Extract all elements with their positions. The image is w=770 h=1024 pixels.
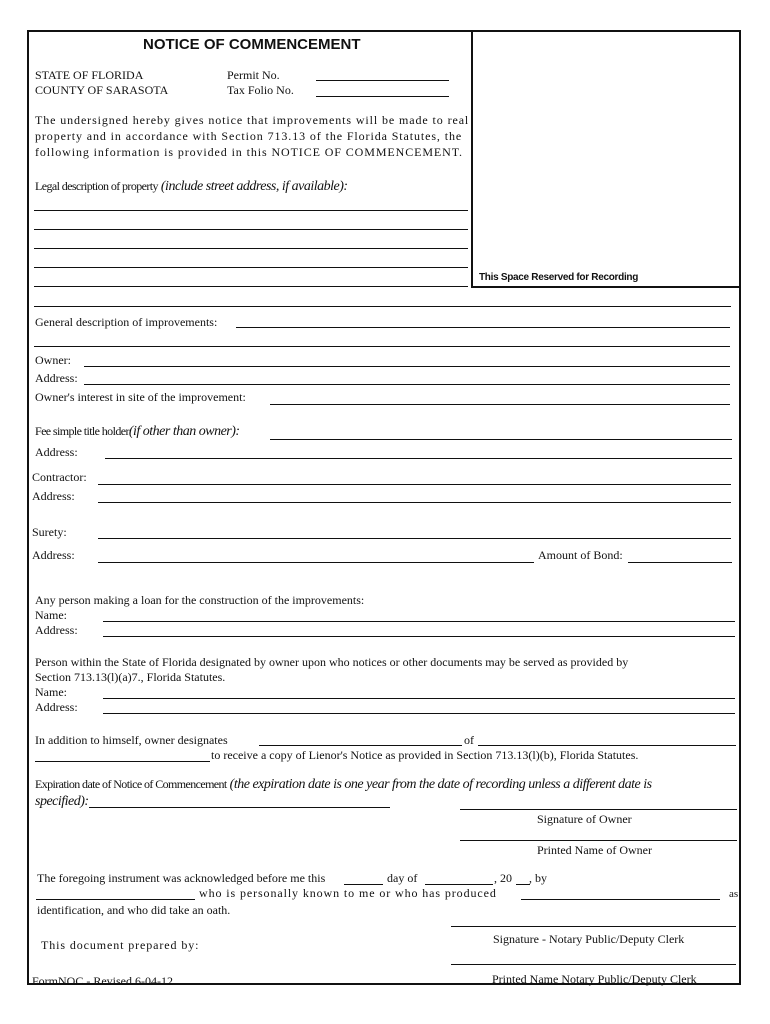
recording-box xyxy=(471,30,741,288)
improvements-field[interactable] xyxy=(236,327,730,328)
permit-label: Permit No. xyxy=(227,68,280,82)
lender-address-field[interactable] xyxy=(103,636,735,637)
copy-of-field[interactable] xyxy=(478,745,736,746)
copy-suffix: to receive a copy of Lienor's Notice as provided in Section 713.13(l)(b), Florida Statutes. xyxy=(211,748,639,762)
legal-line-1[interactable] xyxy=(34,210,468,211)
lender-address-label: Address: xyxy=(35,623,78,637)
legal-line-2[interactable] xyxy=(34,229,468,230)
ack-day-label: day of xyxy=(387,871,418,885)
surety-label: Surety: xyxy=(32,525,67,539)
ack-person-field[interactable] xyxy=(36,899,195,900)
designee-address-label: Address: xyxy=(35,700,78,714)
contractor-address-field[interactable] xyxy=(98,502,731,503)
lender-name-field[interactable] xyxy=(103,621,735,622)
recording-label: This Space Reserved for Recording xyxy=(479,272,639,283)
owner-interest-field[interactable] xyxy=(270,404,730,405)
designee-line-1: Person within the State of Florida designated by owner upon who notices or other documents may be served as provided by xyxy=(35,655,629,669)
fee-holder-address-label: Address: xyxy=(35,445,78,459)
notary-signature-field[interactable] xyxy=(451,926,736,927)
owner-interest-label: Owner's interest in site of the improvement: xyxy=(35,390,246,404)
copy-address-field[interactable] xyxy=(35,761,210,762)
bond-field[interactable] xyxy=(628,562,732,563)
legal-line-3[interactable] xyxy=(34,248,468,249)
ack-year-label: , 20 xyxy=(494,871,512,885)
folio-label: Tax Folio No. xyxy=(227,83,294,97)
owner-label: Owner: xyxy=(35,353,71,367)
surety-field[interactable] xyxy=(98,538,731,539)
notary-signature-label: Signature - Notary Public/Deputy Clerk xyxy=(493,932,685,946)
state-label: STATE OF FLORIDA xyxy=(35,68,144,82)
expiration-field[interactable] xyxy=(89,807,390,808)
legal-description-label xyxy=(35,179,348,195)
notary-printed-name-label: Printed Name Notary Public/Deputy Clerk xyxy=(492,972,697,986)
contractor-label: Contractor: xyxy=(32,470,87,484)
owner-printed-name-field[interactable] xyxy=(460,840,737,841)
lender-name-label: Name: xyxy=(35,608,67,622)
designee-line-2: Section 713.13(l)(a)7., Florida Statutes. xyxy=(35,670,226,684)
intro-line-2: property and in accordance with Section 713.13 of the Florida Statutes, the xyxy=(35,129,463,143)
legal-label-text: Legal description of property xyxy=(35,179,158,193)
surety-address-field[interactable] xyxy=(98,562,534,563)
ack-lead: The foregoing instrument was acknowledged before me this xyxy=(37,871,326,885)
surety-address-label: Address: xyxy=(32,548,75,562)
folio-field[interactable] xyxy=(316,96,449,97)
owner-signature-field[interactable] xyxy=(460,809,737,810)
fee-holder-hint: (if other than owner): xyxy=(128,424,240,439)
improvements-label: General description of improvements: xyxy=(35,315,218,329)
contractor-address-label: Address: xyxy=(32,489,75,503)
fee-holder-label xyxy=(35,424,240,440)
fee-holder-field[interactable] xyxy=(270,439,732,440)
county-label: COUNTY OF SARASOTA xyxy=(35,83,169,97)
owner-address-label: Address: xyxy=(35,371,78,385)
intro-line-3: following information is provided in this NOTICE OF COMMENCEMENT. xyxy=(35,145,463,159)
separator-line xyxy=(34,306,731,307)
ack-year-field[interactable] xyxy=(516,884,530,885)
lender-intro: Any person making a loan for the construction of the improvements: xyxy=(35,593,365,607)
ack-as: as xyxy=(729,888,739,900)
legal-hint: (include street address, if available): xyxy=(160,179,348,194)
expiration-label-text: Expiration date of Notice of Commencement xyxy=(35,777,227,791)
ack-day-field[interactable] xyxy=(344,884,383,885)
form-title: NOTICE OF COMMENCEMENT xyxy=(143,36,361,53)
ack-identification-field[interactable] xyxy=(521,899,720,900)
ack-month-field[interactable] xyxy=(425,884,493,885)
ack-known: who is personally known to me or who has produced xyxy=(199,886,497,900)
ack-by-label: , by xyxy=(529,871,547,885)
legal-line-4[interactable] xyxy=(34,267,468,268)
permit-field[interactable] xyxy=(316,80,449,81)
designee-name-field[interactable] xyxy=(103,698,735,699)
bond-label: Amount of Bond: xyxy=(538,548,623,562)
improvements-field-2[interactable] xyxy=(34,346,730,347)
designee-name-label: Name: xyxy=(35,685,67,699)
copy-of-label: of xyxy=(464,733,474,747)
copy-designee-field[interactable] xyxy=(259,745,462,746)
expiration-label xyxy=(35,777,652,793)
expiration-hint-1: (the expiration date is one year from the date of recording unless a different date is xyxy=(229,777,652,792)
owner-printed-name-label: Printed Name of Owner xyxy=(537,843,652,857)
copy-prefix: In addition to himself, owner designates xyxy=(35,733,228,747)
fee-holder-label-text: Fee simple title holder xyxy=(35,424,129,438)
expiration-hint-2: specified): xyxy=(35,794,89,809)
owner-address-field[interactable] xyxy=(84,384,730,385)
owner-field[interactable] xyxy=(84,366,730,367)
contractor-field[interactable] xyxy=(98,484,731,485)
legal-line-5[interactable] xyxy=(34,286,468,287)
notary-printed-name-field[interactable] xyxy=(451,964,736,965)
form-revision: FormNOC - Revised 6-04-12 xyxy=(32,974,173,988)
fee-holder-address-field[interactable] xyxy=(105,458,732,459)
designee-address-field[interactable] xyxy=(103,713,735,714)
prepared-by-label: This document prepared by: xyxy=(41,938,200,952)
ack-oath: identification, and who did take an oath. xyxy=(37,903,231,917)
intro-line-1: The undersigned hereby gives notice that improvements will be made to real xyxy=(35,113,470,127)
owner-signature-label: Signature of Owner xyxy=(537,812,632,826)
